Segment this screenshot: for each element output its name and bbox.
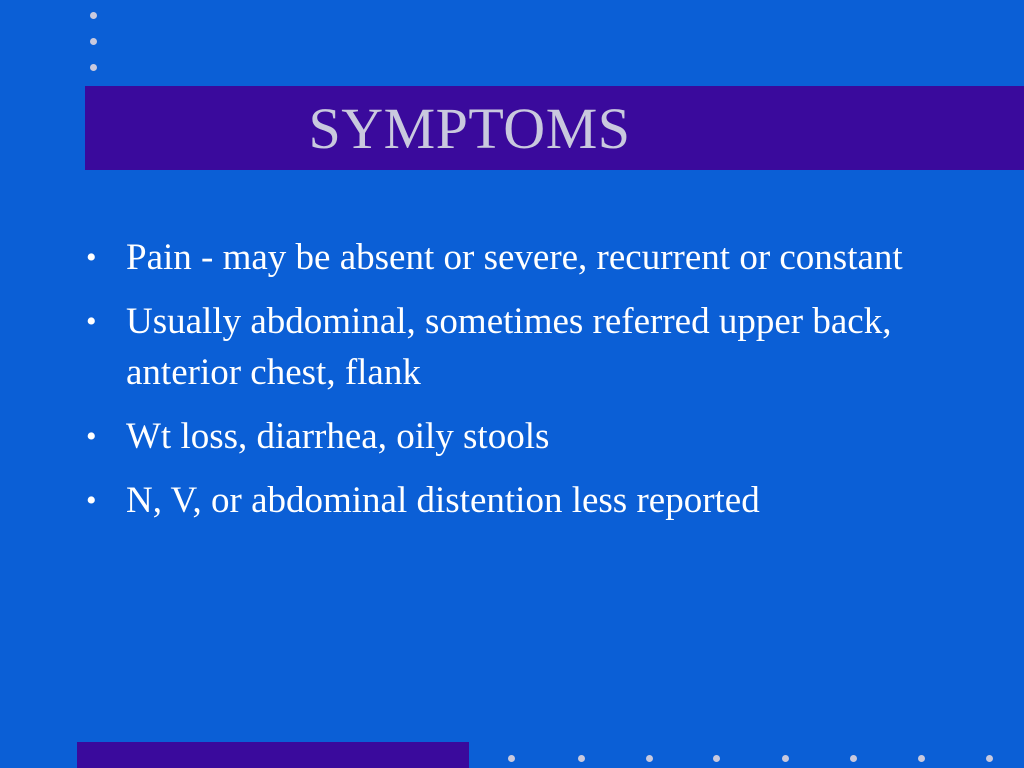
bullet-text: Wt loss, diarrhea, oily stools <box>126 416 550 457</box>
bullet-text: Pain - may be absent or severe, recurrent or constant <box>126 237 903 278</box>
decorative-dot <box>578 755 585 762</box>
bullet-list <box>86 232 976 539</box>
bullet-glyph: • <box>86 420 97 453</box>
decorative-dot <box>986 755 993 762</box>
bullet-text: Usually abdominal, sometimes referred upper back, anterior chest, flank <box>126 301 892 393</box>
bottom-accent-bar <box>77 742 469 768</box>
bullet-glyph: • <box>86 305 97 338</box>
bullet-glyph: • <box>86 241 97 274</box>
slide-title: SYMPTOMS <box>308 95 631 161</box>
decorative-dot <box>713 755 720 762</box>
top-left-dot-column <box>90 12 98 74</box>
bullet-glyph: • <box>86 484 97 517</box>
decorative-dot <box>90 64 97 71</box>
bullet-item <box>86 232 976 283</box>
decorative-dot <box>90 38 97 45</box>
decorative-dot <box>850 755 857 762</box>
decorative-dot <box>90 12 97 19</box>
decorative-dot <box>508 755 515 762</box>
title-band <box>85 86 1024 170</box>
bullet-item <box>86 411 976 462</box>
bullet-item <box>86 296 976 398</box>
bullet-item <box>86 475 976 526</box>
decorative-dot <box>918 755 925 762</box>
decorative-dot <box>646 755 653 762</box>
bullet-text: N, V, or abdominal distention less reported <box>126 480 760 521</box>
decorative-dot <box>782 755 789 762</box>
